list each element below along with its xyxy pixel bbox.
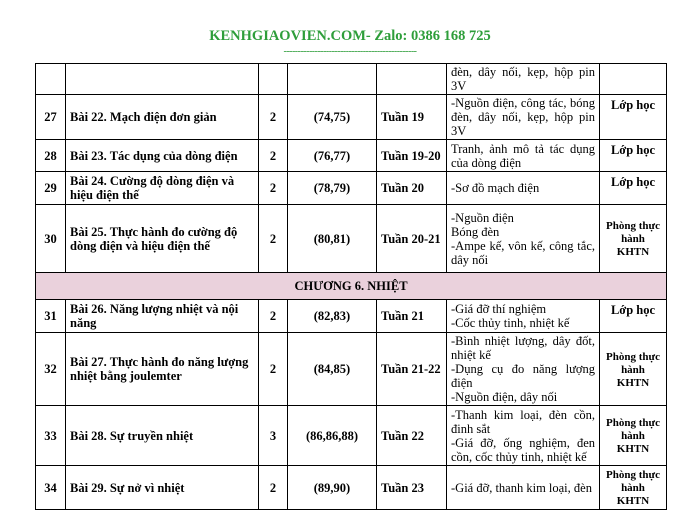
equipment-line: -Nguồn điện — [451, 210, 514, 225]
table-row — [36, 95, 667, 140]
equipment-cell — [447, 140, 600, 172]
ppct-cell — [288, 64, 377, 95]
equipment-line: Bóng đèn — [451, 224, 500, 239]
periods-cell: 2 — [259, 466, 288, 510]
lesson-cell — [66, 64, 259, 95]
equipment-line: Tranh, ảnh mô tả tác dụng của dòng điện — [451, 141, 595, 170]
equipment-line: -Cốc thủy tinh, nhiệt kế — [451, 316, 570, 330]
place-cell: Phòng thực hành KHTN — [600, 333, 667, 406]
periods-cell: 2 — [259, 333, 288, 406]
chapter-title: CHƯƠNG 6. NHIỆT — [36, 273, 667, 300]
week-cell: Tuần 22 — [377, 406, 447, 466]
place-cell: Lớp học — [600, 140, 667, 172]
table-row — [36, 406, 667, 466]
equipment-line: -Dụng cụ đo năng lượng điện — [451, 362, 595, 390]
stt-cell: 32 — [36, 333, 66, 406]
stt-cell: 34 — [36, 466, 66, 510]
page-header-title: KENHGIAOVIEN.COM- Zalo: 0386 168 725 — [209, 28, 491, 44]
periods-cell: 2 — [259, 205, 288, 273]
stt-cell: 29 — [36, 172, 66, 205]
equipment-line: -Giá đỡ thí nghiệm — [451, 302, 547, 316]
lesson-cell: Bài 27. Thực hành đo năng lượng nhiệt bằng joulemter — [66, 333, 259, 406]
stt-cell: 33 — [36, 406, 66, 466]
week-cell: Tuần 19 — [377, 95, 447, 140]
lesson-cell: Bài 23. Tác dụng của dòng điện — [66, 140, 259, 172]
ppct-cell: (76,77) — [288, 140, 377, 172]
periods-cell — [259, 64, 288, 95]
stt-cell: 30 — [36, 205, 66, 273]
equipment-cell — [447, 95, 600, 140]
equipment-cell — [447, 172, 600, 205]
periods-cell: 2 — [259, 172, 288, 205]
stt-cell: 31 — [36, 300, 66, 333]
equipment-line: -Giá đỡ, thanh kim loại, đèn — [451, 480, 592, 495]
equipment-line: -Thanh kim loại, đèn cồn, đinh sắt — [451, 407, 595, 436]
equipment-line: -Nguồn điện, dây nối — [451, 390, 558, 404]
periods-cell: 3 — [259, 406, 288, 466]
table-row — [36, 172, 667, 205]
place-cell — [600, 64, 667, 95]
place-cell: Phòng thực hành KHTN — [600, 205, 667, 273]
header-rule: ----------------------------------------------- — [283, 46, 417, 57]
periods-cell: 2 — [259, 140, 288, 172]
ppct-cell: (84,85) — [288, 333, 377, 406]
place-cell: Lớp học — [600, 300, 667, 333]
equipment-line: -Bình nhiệt lượng, dây đốt, nhiệt kế — [451, 334, 595, 362]
week-cell: Tuần 21 — [377, 300, 447, 333]
equipment-cell — [447, 466, 600, 510]
equipment-line: -Giá đỡ, ống nghiệm, đen cồn, cốc thủy tinh, nhiệt kế — [451, 435, 595, 464]
lesson-plan-table — [35, 63, 667, 510]
table-row — [36, 64, 667, 95]
ppct-cell: (78,79) — [288, 172, 377, 205]
table-row — [36, 466, 667, 510]
periods-cell: 2 — [259, 300, 288, 333]
lesson-cell: Bài 25. Thực hành đo cường độ dòng điện và hiệu điện thế — [66, 205, 259, 273]
equipment-line: -Ampe kế, vôn kế, công tắc, dây nối — [451, 238, 595, 267]
week-cell: Tuần 20-21 — [377, 205, 447, 273]
equipment-cell — [447, 333, 600, 406]
week-cell: Tuần 19-20 — [377, 140, 447, 172]
equipment-cell — [447, 205, 600, 273]
table-row — [36, 333, 667, 406]
table-row — [36, 140, 667, 172]
place-cell: Phòng thực hành KHTN — [600, 406, 667, 466]
equipment-line: -Nguồn điện, công tác, bóng đèn, dây nối, kẹp, hộp pin 3V — [451, 96, 595, 138]
equipment-cell: đèn, dây nối, kẹp, hộp pin 3V — [447, 64, 600, 95]
place-cell: Phòng thực hành KHTN — [600, 466, 667, 510]
ppct-cell: (89,90) — [288, 466, 377, 510]
table-row — [36, 300, 667, 333]
table-row — [36, 205, 667, 273]
ppct-cell: (82,83) — [288, 300, 377, 333]
stt-cell: 27 — [36, 95, 66, 140]
lesson-cell: Bài 29. Sự nở vì nhiệt — [66, 466, 259, 510]
week-cell: Tuần 23 — [377, 466, 447, 510]
chapter-row — [36, 273, 667, 300]
periods-cell: 2 — [259, 95, 288, 140]
lesson-cell: Bài 26. Năng lượng nhiệt và nội năng — [66, 300, 259, 333]
lesson-cell: Bài 22. Mạch điện đơn giản — [66, 95, 259, 140]
lesson-cell: Bài 28. Sự truyền nhiệt — [66, 406, 259, 466]
equipment-cell — [447, 300, 600, 333]
ppct-cell: (74,75) — [288, 95, 377, 140]
week-cell: Tuần 21-22 — [377, 333, 447, 406]
week-cell: Tuần 20 — [377, 172, 447, 205]
equipment-cell — [447, 406, 600, 466]
ppct-cell: (86,86,88) — [288, 406, 377, 466]
lesson-cell: Bài 24. Cường độ dòng điện và hiệu điện thế — [66, 172, 259, 205]
week-cell — [377, 64, 447, 95]
ppct-cell: (80,81) — [288, 205, 377, 273]
stt-cell: 28 — [36, 140, 66, 172]
place-cell: Lớp học — [600, 95, 667, 140]
place-cell: Lớp học — [600, 172, 667, 205]
equipment-line: -Sơ đồ mạch điện — [451, 181, 540, 195]
stt-cell — [36, 64, 66, 95]
